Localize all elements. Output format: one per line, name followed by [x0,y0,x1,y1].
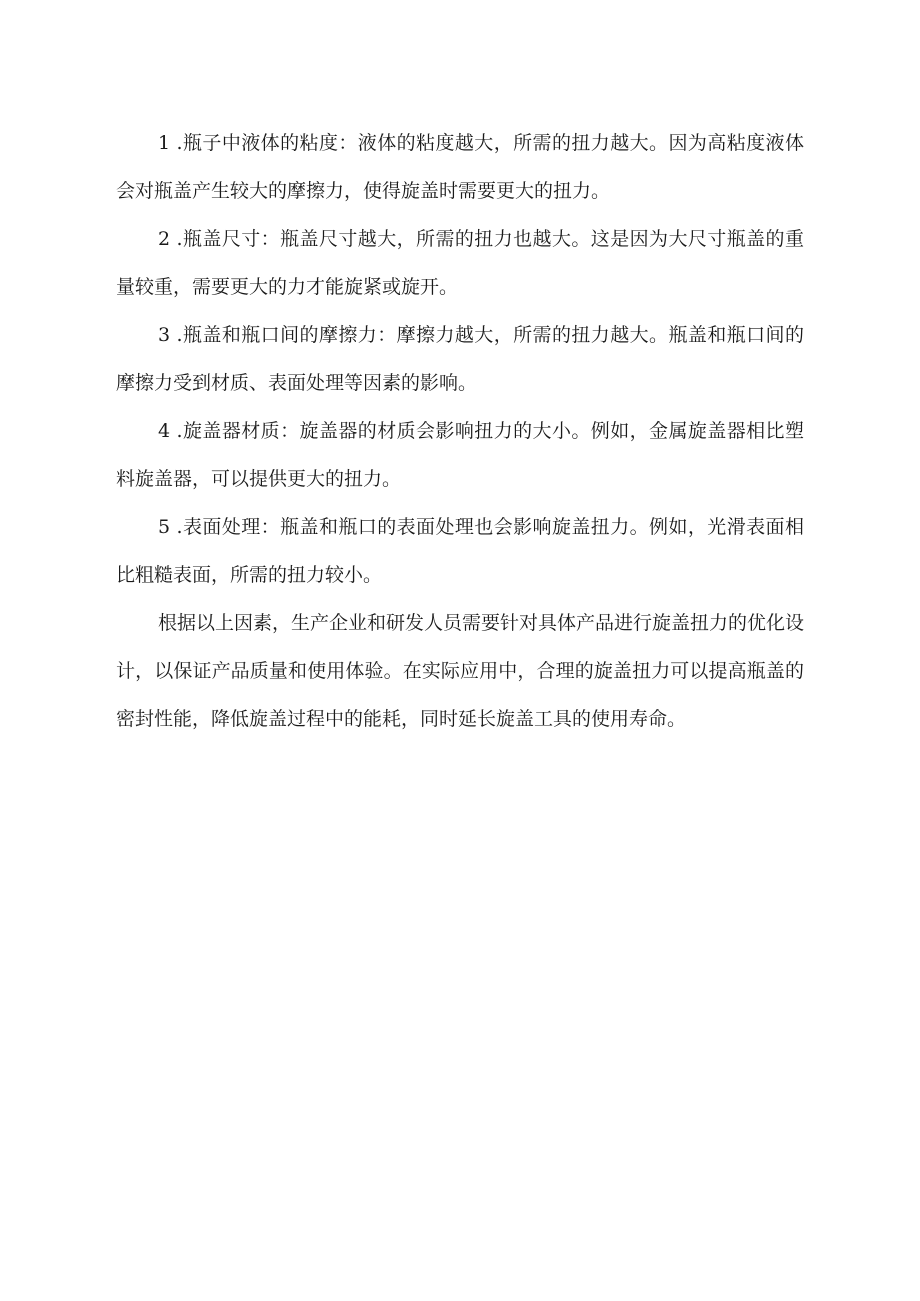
item-text: 旋盖器材质：旋盖器的材质会影响扭力的大小。例如，金属旋盖器相比塑料旋盖器，可以提供更大的扭力。 [116,420,804,490]
item-number: 3 [158,324,171,346]
item-number: 5 [158,516,171,538]
list-item: 1 .瓶子中液体的粘度：液体的粘度越大，所需的扭力越大。因为高粘度液体会对瓶盖产生较大的摩擦力，使得旋盖时需要更大的扭力。 [116,132,804,202]
list-item: 4 .旋盖器材质：旋盖器的材质会影响扭力的大小。例如，金属旋盖器相比塑料旋盖器，可以提供更大的扭力。 [116,420,804,490]
item-text: 瓶子中液体的粘度：液体的粘度越大，所需的扭力越大。因为高粘度液体会对瓶盖产生较大的摩擦力，使得旋盖时需要更大的扭力。 [116,132,804,202]
item-text: 瓶盖和瓶口间的摩擦力：摩擦力越大，所需的扭力越大。瓶盖和瓶口间的摩擦力受到材质、表面处理等因素的影响。 [116,324,804,394]
item-text: 瓶盖尺寸：瓶盖尺寸越大，所需的扭力也越大。这是因为大尺寸瓶盖的重量较重，需要更大的力才能旋紧或旋开。 [116,228,804,298]
item-number: 4 [158,420,171,442]
list-item: 2 .瓶盖尺寸：瓶盖尺寸越大，所需的扭力也越大。这是因为大尺寸瓶盖的重量较重，需要更大的力才能旋紧或旋开。 [116,228,804,298]
list-item: 5 .表面处理：瓶盖和瓶口的表面处理也会影响旋盖扭力。例如，光滑表面相比粗糙表面，所需的扭力较小。 [116,516,804,586]
document-body [116,119,804,743]
item-number: 2 [158,228,171,250]
item-number: 1 [158,132,171,154]
list-item: 3 .瓶盖和瓶口间的摩擦力：摩擦力越大，所需的扭力越大。瓶盖和瓶口间的摩擦力受到材质、表面处理等因素的影响。 [116,324,804,394]
item-text: 表面处理：瓶盖和瓶口的表面处理也会影响旋盖扭力。例如，光滑表面相比粗糙表面，所需的扭力较小。 [116,516,804,586]
conclusion-paragraph: 根据以上因素，生产企业和研发人员需要针对具体产品进行旋盖扭力的优化设计，以保证产品质量和使用体验。在实际应用中，合理的旋盖扭力可以提高瓶盖的密封性能，降低旋盖过程中的能耗，同时延长旋盖工具的使用寿命。 [116,612,805,730]
